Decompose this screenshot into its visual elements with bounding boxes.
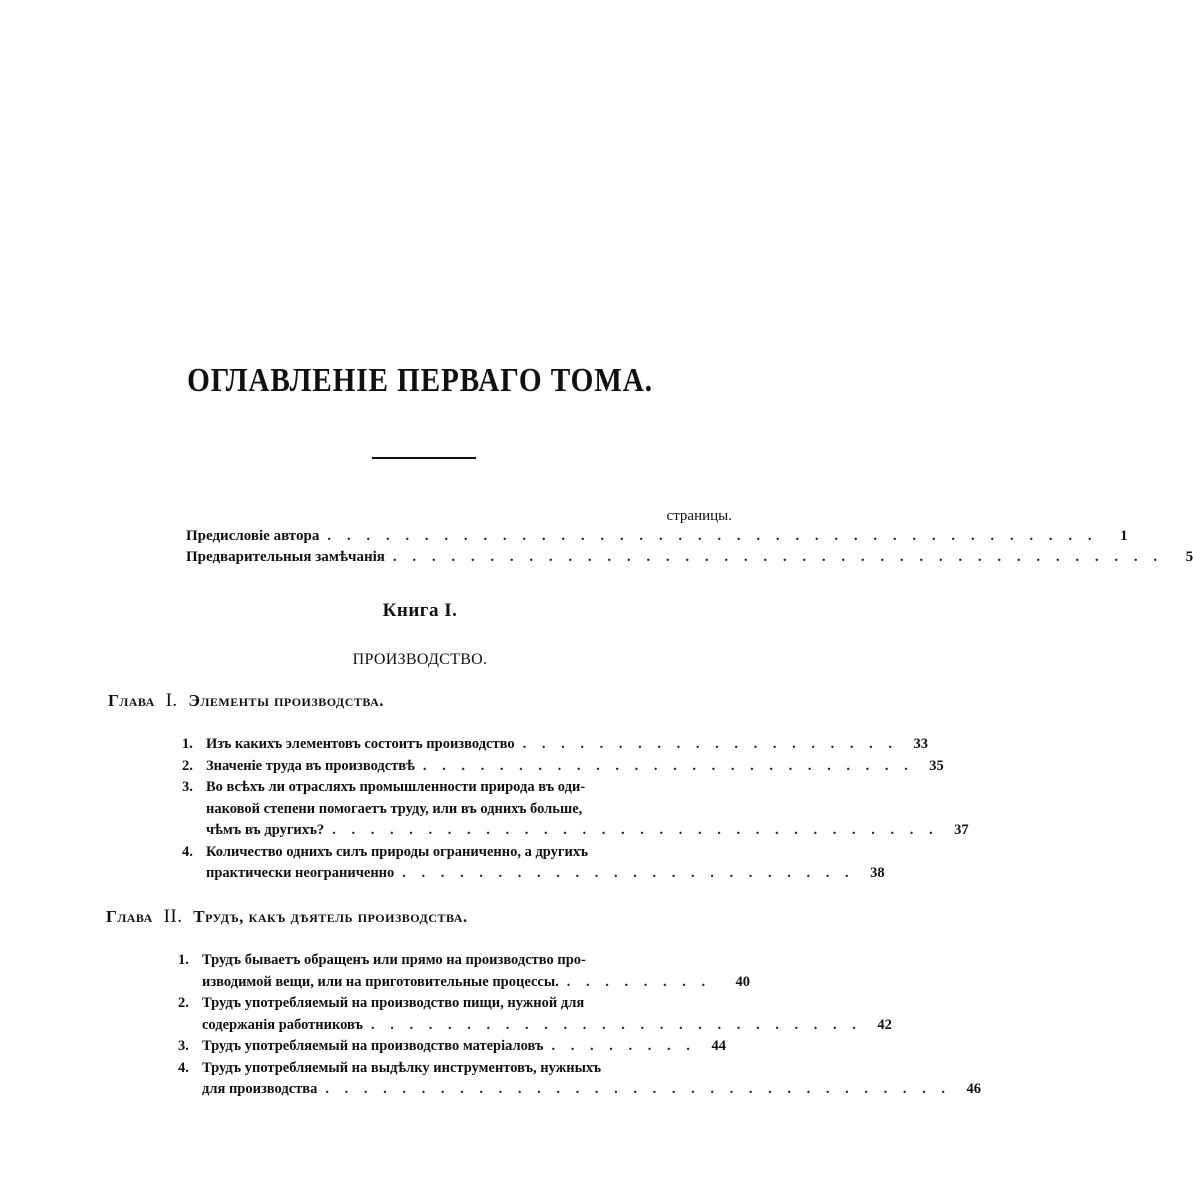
entry-number: 3. [182, 779, 193, 795]
toc-entry [178, 1036, 726, 1058]
entry-number: 4. [182, 843, 193, 860]
entry-text: Значеніе труда въ производствѣ [206, 757, 415, 774]
entry-page: 35 [929, 757, 944, 774]
entry-number: 1. [178, 952, 189, 968]
chapter-entries [178, 950, 981, 1101]
entry-text: Трудъ бываетъ обращенъ или прямо на производство про- [202, 952, 586, 968]
chapter-title: Трудъ, какъ дѣятель производства. [193, 907, 468, 926]
front-matter-item [186, 547, 1193, 568]
front-matter-item [186, 526, 1128, 547]
entry-text: Трудъ употребляемый на выдѣлку инструментовъ, нужныхъ [202, 1059, 602, 1076]
front-matter-title: Предисловіе автора [186, 528, 320, 544]
entry-text: чѣмъ въ другихъ? [206, 822, 325, 838]
entry-page: 38 [870, 865, 885, 881]
chapter-entries [182, 734, 969, 885]
chapter-title: Элементы производства. [188, 691, 385, 710]
entry-text: наковой степени помогаетъ труду, или въ однихъ больше, [206, 800, 583, 817]
entry-page: 46 [966, 1081, 981, 1097]
entry-number: 3. [178, 1038, 189, 1054]
entry-page: 44 [711, 1038, 726, 1054]
chapter-heading [108, 690, 384, 712]
leader-dots: . . . . . . . . [551, 1038, 696, 1054]
leader-dots: . . . . . . . . . . . . . . . . . . . . . . . . . . [422, 757, 914, 774]
leader-dots: . . . . . . . . . . . . . . . . . . . . . . . . . . . . . . . . . . . . . . . . [327, 528, 1098, 544]
leader-dots: . . . . . . . . . . . . . . . . . . . . [522, 736, 898, 752]
entry-number: 4. [178, 1059, 189, 1076]
toc-entry [182, 756, 944, 778]
toc-entry [178, 950, 750, 993]
chapter-label: Глава [108, 691, 155, 710]
pages-column-label: страницы. [666, 508, 732, 524]
leader-dots: . . . . . . . . . . . . . . . . . . . . . . . . [402, 865, 855, 881]
entry-page: 40 [735, 973, 750, 990]
front-matter-page: 5 [1185, 549, 1193, 565]
entry-text: содержанія работниковъ [202, 1016, 363, 1033]
chapter-label: Глава [106, 907, 153, 926]
title-divider [372, 457, 476, 459]
entry-page: 33 [913, 736, 928, 752]
entry-page: 37 [954, 822, 969, 838]
entry-text: Трудъ употребляемый на производство пищи, нужной для [202, 995, 585, 1011]
entry-text: Во всѣхъ ли отрасляхъ промышленности природа въ оди- [206, 779, 586, 795]
toc-entry [178, 993, 892, 1036]
leader-dots: . . . . . . . . . . . . . . . . . . . . . . . . . . . . . . . . . [325, 1081, 951, 1097]
book-subtitle: ПРОИЗВОДСТВО. [352, 651, 488, 668]
leader-dots: . . . . . . . . . . . . . . . . . . . . . . . . . . [370, 1016, 862, 1033]
chapter-number: II. [163, 906, 183, 927]
entry-text: изводимой вещи, или на приготовительные процессы. [202, 973, 559, 990]
leader-dots: . . . . . . . . . . . . . . . . . . . . . . . . . . . . . . . . . . . . . . . . [392, 549, 1164, 565]
leader-dots: . . . . . . . . . . . . . . . . . . . . . . . . . . . . . . . . [332, 822, 939, 838]
toc-entry [182, 842, 885, 885]
front-matter-title: Предварительныя замѣчанія [186, 549, 385, 565]
front-matter-list [186, 526, 1193, 568]
entry-text: для производства [202, 1081, 318, 1097]
book-title: Книга I. [382, 600, 458, 621]
page-title: ОГЛАВЛЕНІЕ ПЕРВАГО ТОМА. [187, 362, 653, 399]
entry-text: практически неограниченно [206, 865, 395, 881]
entry-text: Изъ какихъ элементовъ состоитъ производство [206, 736, 515, 752]
entry-page: 42 [877, 1016, 892, 1033]
entry-number: 2. [178, 995, 189, 1011]
entry-number: 2. [182, 757, 193, 774]
toc-entry [182, 734, 928, 756]
entry-text: Количество однихъ силъ природы ограниченно, а другихъ [206, 843, 589, 860]
front-matter-page: 1 [1120, 528, 1128, 544]
entry-number: 1. [182, 736, 193, 752]
toc-entry [182, 777, 969, 842]
chapter-number: I. [165, 690, 178, 711]
leader-dots: . . . . . . . . [566, 973, 712, 990]
chapter-heading [106, 906, 468, 928]
toc-entry [178, 1058, 981, 1101]
entry-text: Трудъ употребляемый на производство матеріаловъ [202, 1038, 544, 1054]
